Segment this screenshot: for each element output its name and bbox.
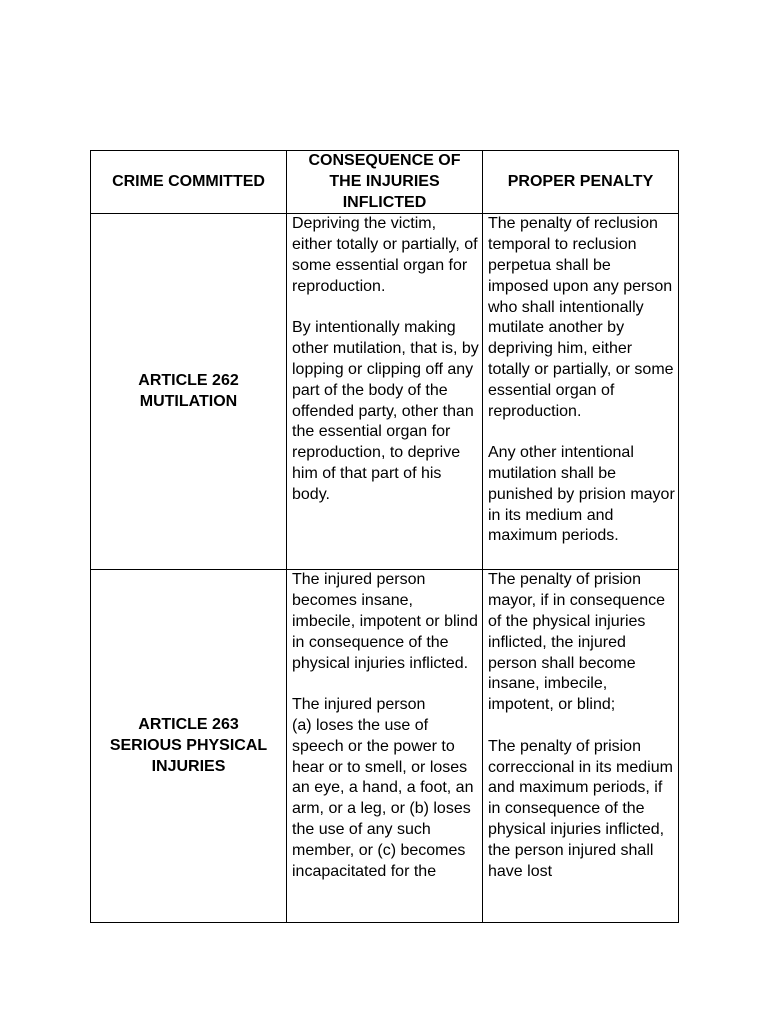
header-consequence-line: INFLICTED [342,193,427,211]
crime-name: INJURIES [151,757,226,775]
consequence-cell [287,214,483,570]
table-header-row [91,151,679,214]
penalty-paragraph: The penalty of reclusion temporal to reclusion perpetua shall be imposed upon any person who shall intentionally mutilate another by depriving him, either totally or partially, or some essential organ of reproduction. [488,215,674,420]
penalty-cell [483,570,679,923]
consequence-paragraph: Depriving the victim, either totally or partially, of some essential organ for reproduction. [292,215,478,295]
penalty-paragraph: The penalty of prision mayor, if in consequence of the physical injuries inflicted, the injured person shall become insane, imbecile, impotent, or blind; [488,571,665,714]
crime-name: SERIOUS PHYSICAL [109,736,268,754]
crime-cell [91,214,287,570]
crimes-penalty-table [90,150,679,923]
consequence-cell [287,570,483,923]
crime-cell [91,570,287,923]
penalty-cell [483,214,679,570]
consequence-list: (a) loses the use of speech or the power to hear or to smell, or loses an eye, a hand, a foot, an arm, or a leg, or (b) loses the use of any such member, or (c) becomes incapacitated for the [292,716,474,880]
header-consequence [287,151,483,214]
header-consequence-line: THE INJURIES [329,172,440,190]
crime-article: ARTICLE 263 [138,716,239,734]
consequence-paragraph: By intentionally making other mutilation, that is, by lopping or clipping off any part of the body of the offended party, other than the essential organ for reproduction, to deprive him of that part of his body. [292,319,479,503]
table-row [91,570,679,923]
penalty-paragraph: The penalty of prision correccional in its medium and maximum periods, if in consequence of the physical injuries inflicted, the person injured shall have lost [488,737,673,880]
crime-name: MUTILATION [139,392,238,410]
crime-article: ARTICLE 262 [138,372,239,390]
header-crime-committed: CRIME COMMITTED [91,151,287,214]
table-row [91,214,679,570]
consequence-paragraph [292,695,479,882]
header-consequence-line: CONSEQUENCE OF [308,152,461,169]
consequence-lead: The injured person [292,696,426,714]
consequence-paragraph: The injured person becomes insane, imbecile, impotent or blind in consequence of the physical injuries inflicted. [292,571,478,672]
penalty-paragraph: Any other intentional mutilation shall be punished by prision mayor in its medium and maximum periods. [488,444,675,545]
header-proper-penalty: PROPER PENALTY [483,151,679,214]
